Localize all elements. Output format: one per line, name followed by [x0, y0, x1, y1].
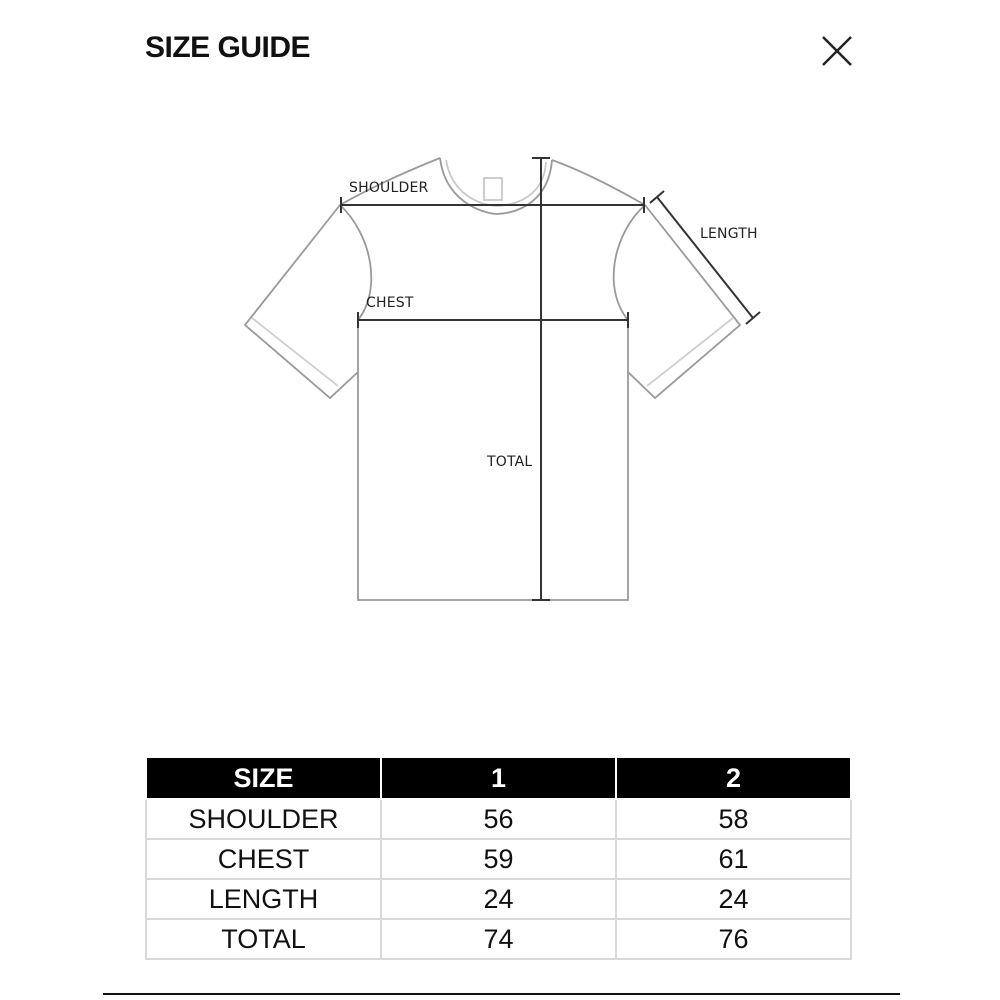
table-cell: 58 [616, 799, 851, 839]
length-label: LENGTH [700, 226, 758, 242]
table-cell: 74 [381, 919, 616, 959]
table-row [146, 879, 851, 919]
table-row [146, 839, 851, 879]
page-title: SIZE GUIDE [145, 31, 311, 64]
table-row [146, 799, 851, 839]
table-cell: CHEST [146, 839, 381, 879]
table-header: 1 [381, 757, 616, 799]
table-cell: 24 [616, 879, 851, 919]
chest-label: CHEST [366, 295, 414, 311]
measure-lines [341, 158, 760, 600]
table-header-row [146, 757, 851, 799]
table-cell: 24 [381, 879, 616, 919]
table-cell: 59 [381, 839, 616, 879]
table-cell: 61 [616, 839, 851, 879]
table-cell: TOTAL [146, 919, 381, 959]
tshirt-outline [245, 158, 740, 600]
bottom-divider [103, 993, 900, 995]
table-cell: 56 [381, 799, 616, 839]
table-cell: SHOULDER [146, 799, 381, 839]
size-table [145, 756, 852, 960]
total-label: TOTAL [487, 454, 533, 470]
table-cell: LENGTH [146, 879, 381, 919]
shoulder-label: SHOULDER [349, 180, 429, 196]
table-header: 2 [616, 757, 851, 799]
table-header: SIZE [146, 757, 381, 799]
table-cell: 76 [616, 919, 851, 959]
table-row [146, 919, 851, 959]
